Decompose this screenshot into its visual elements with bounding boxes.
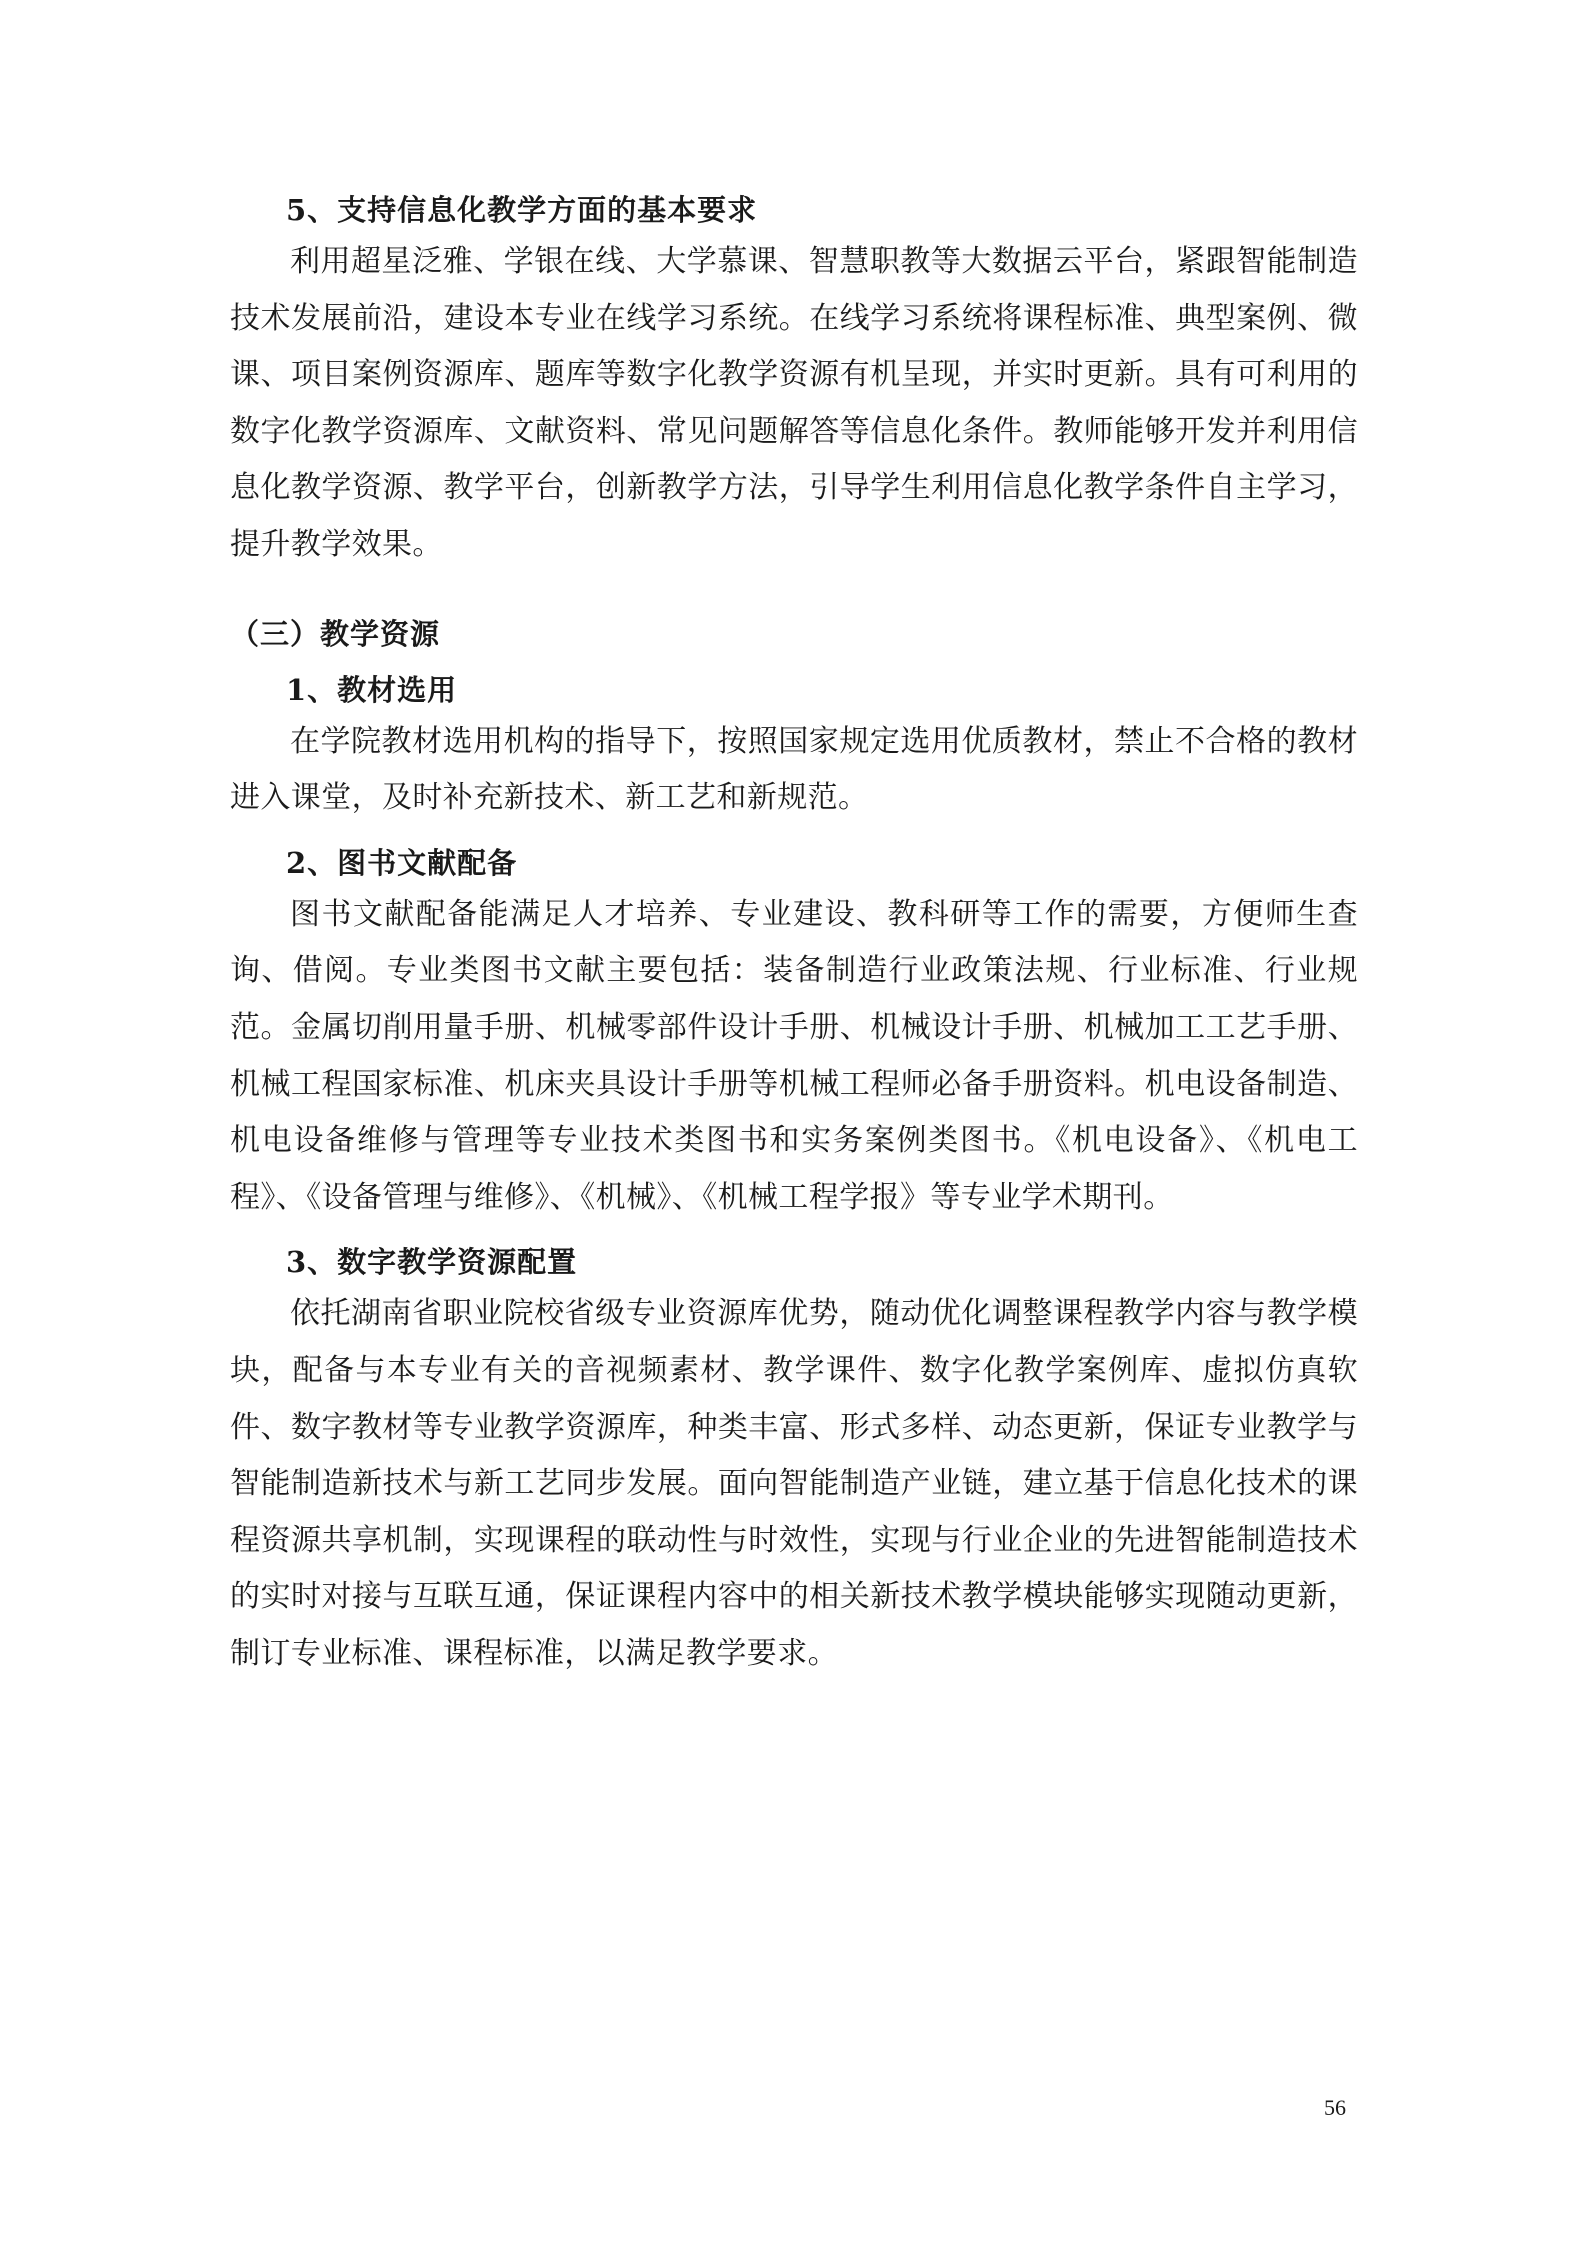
- heading-library-resources: 2、图书文献配备: [286, 845, 518, 880]
- paragraph-library-resources: 图书文献配备能满足人才培养、专业建设、教科研等工作的需要，方便师生查询、借阅。专业类图书文献主要包括：装备制造行业政策法规、行业标准、行业规范。金属切削用量手册、机械零部件设计手册、机械设计手册、机械加工工艺手册、机械工程国家标准、机床夹具设计手册等机械工程师必备手册资料。机电设备制造、机电设备维修与管理等专业技术类图书和实务案例类图书。《机电设备》、《机电工程》、《设备管理与维修》、《机械》、《机械工程学报》等专业学术期刊。: [230, 896, 1358, 1215]
- heading-textbook-selection: 1、教材选用: [286, 672, 458, 707]
- page-number: 56: [1324, 2095, 1346, 2120]
- paragraph-informatization-requirements: 利用超星泛雅、学银在线、大学慕课、智慧职教等大数据云平台，紧跟智能制造技术发展前沿，建设本专业在线学习系统。在线学习系统将课程标准、典型案例、微课、项目案例资源库、题库等数字化教学资源有机呈现，并实时更新。具有可利用的数字化教学资源库、文献资料、常见问题解答等信息化条件。教师能够开发并利用信息化教学资源、教学平台，创新教学方法，引导学生利用信息化教学条件自主学习，提升教学效果。: [230, 244, 1358, 562]
- section-heading-teaching-resources: （三）教学资源: [230, 616, 441, 651]
- spacer: [230, 1226, 1358, 1242]
- page-content: [230, 190, 1358, 1682]
- paragraph-textbook-selection: 在学院教材选用机构的指导下，按照国家规定选用优质教材，禁止不合格的教材进入课堂，及时补充新技术、新工艺和新规范。: [230, 723, 1358, 816]
- heading-informatization-requirements: 5、支持信息化教学方面的基本要求: [286, 193, 758, 227]
- paragraph-digital-resources: 依托湖南省职业院校省级专业资源库优势，随动优化调整课程教学内容与教学模块，配备与本专业有关的音视频素材、教学课件、数字化教学案例库、虚拟仿真软件、数字教材等专业教学资源库，种类丰富、形式多样、动态更新，保证专业教学与智能制造新技术与新工艺同步发展。面向智能制造产业链，建立基于信息化技术的课程资源共享机制，实现课程的联动性与时效性，实现与行业企业的先进智能制造技术的实时对接与互联互通，保证课程内容中的相关新技术教学模块能够实现随动更新，制订专业标准、课程标准，以满足教学要求。: [230, 1296, 1358, 1671]
- spacer: [230, 654, 1358, 670]
- heading-digital-resources: 3、数字教学资源配置: [286, 1245, 578, 1280]
- spacer: [230, 827, 1358, 843]
